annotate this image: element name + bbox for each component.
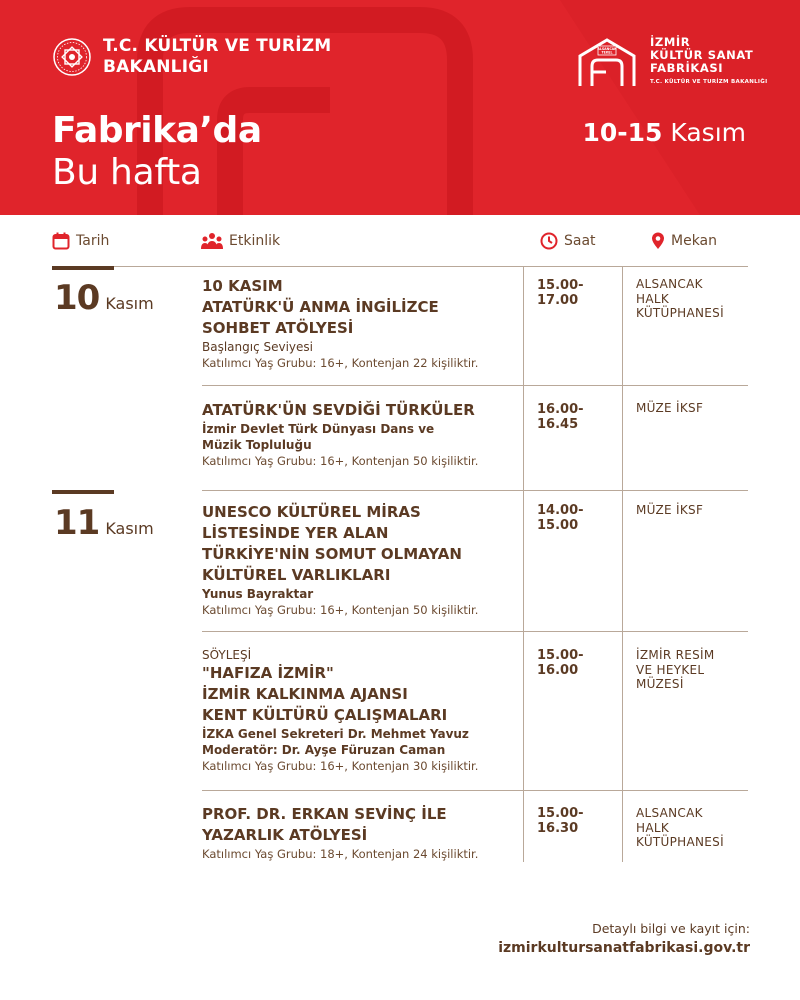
page-subtitle: Bu hafta xyxy=(52,152,202,193)
date-marker-bar xyxy=(52,266,114,270)
logo-subline: T.C. KÜLTÜR VE TURİZM BAKANLIĞI xyxy=(650,79,768,85)
row-divider xyxy=(202,490,748,491)
event-item xyxy=(202,648,522,775)
event-venue xyxy=(636,648,766,692)
event-time: 14.00-15.00 xyxy=(537,503,584,533)
venue-line: KÜTÜPHANESİ xyxy=(636,835,724,849)
column-header-date-label: Tarih xyxy=(76,233,110,249)
event-title-line: UNESCO KÜLTÜREL MİRAS xyxy=(202,503,421,521)
event-performer: Yunus Bayraktar xyxy=(202,587,314,601)
event-audience: Katılımcı Yaş Grubu: 16+, Kontenjan 30 kişiliktir. xyxy=(202,759,479,773)
venue-line: HALK xyxy=(636,820,669,835)
column-header-date xyxy=(52,232,109,250)
row-divider xyxy=(202,385,748,386)
footer-info-text: Detaylı bilgi ve kayıt için: xyxy=(592,921,750,936)
column-divider-venue xyxy=(622,266,623,862)
event-title-line: ATATÜRK'Ü ANMA İNGİLİZCE xyxy=(202,298,439,316)
people-icon xyxy=(201,232,223,250)
event-title-line: "HAFIZA İZMİR" xyxy=(202,664,334,682)
column-header-event-label: Etkinlik xyxy=(229,233,281,249)
fabrika-logo xyxy=(576,36,767,88)
event-venue xyxy=(636,806,766,850)
ministry-name-line2: BAKANLIĞI xyxy=(103,57,209,77)
day-label xyxy=(54,505,154,541)
location-pin-icon xyxy=(651,232,665,250)
event-item xyxy=(202,400,522,470)
column-header-time xyxy=(540,232,596,250)
day-number: 11 xyxy=(54,503,100,543)
calendar-icon xyxy=(52,232,70,250)
ministry-logo xyxy=(52,36,331,78)
event-title-line: 10 KASIM xyxy=(202,277,283,295)
event-title-line: PROF. DR. ERKAN SEVİNÇ İLE xyxy=(202,805,447,823)
event-item xyxy=(202,276,522,372)
day-number: 10 xyxy=(54,278,100,318)
logo-line2: KÜLTÜR SANAT xyxy=(650,48,754,62)
date-range-month: Kasım xyxy=(670,118,746,147)
venue-line: ALSANCAK xyxy=(636,806,703,820)
venue-line: MÜZESİ xyxy=(636,677,684,691)
event-venue xyxy=(636,401,766,416)
column-divider-time xyxy=(523,266,524,862)
header-banner xyxy=(0,0,800,215)
venue-line: MÜZE İKSF xyxy=(636,503,704,517)
ministry-emblem-icon xyxy=(52,37,92,77)
clock-icon xyxy=(540,232,558,250)
venue-line: VE HEYKEL xyxy=(636,662,705,677)
day-month: Kasım xyxy=(105,519,154,538)
event-audience: Katılımcı Yaş Grubu: 16+, Kontenjan 50 kişiliktir. xyxy=(202,454,479,468)
page-title: Fabrika’da xyxy=(52,110,262,151)
date-range-days: 10-15 xyxy=(582,118,663,147)
day-month: Kasım xyxy=(105,294,154,313)
logo-badge-line1: ALSANCAK xyxy=(597,47,617,51)
event-audience: Katılımcı Yaş Grubu: 16+, Kontenjan 22 kişiliktir. xyxy=(202,356,479,370)
date-range xyxy=(582,118,746,148)
row-divider xyxy=(202,631,748,632)
logo-line1: İZMİR xyxy=(650,35,691,49)
column-header-venue xyxy=(651,232,717,250)
logo-badge-line2: TEKEL xyxy=(601,50,613,55)
venue-line: MÜZE İKSF xyxy=(636,401,704,415)
event-title-line: SOHBET ATÖLYESİ xyxy=(202,319,354,337)
event-audience: Katılımcı Yaş Grubu: 16+, Kontenjan 50 kişiliktir. xyxy=(202,603,479,617)
event-performer: İZKA Genel Sekreteri Dr. Mehmet Yavuz xyxy=(202,727,469,741)
column-header-time-label: Saat xyxy=(564,233,596,249)
event-title-line: ATATÜRK'ÜN SEVDİĞİ TÜRKÜLER xyxy=(202,401,475,419)
venue-line: KÜTÜPHANESİ xyxy=(636,306,724,320)
event-title-line: LİSTESİNDE YER ALAN xyxy=(202,524,389,542)
column-header-event xyxy=(201,232,280,250)
event-title-line: İZMİR KALKINMA AJANSI xyxy=(202,685,408,703)
event-time: 15.00-16.30 xyxy=(537,806,584,836)
venue-line: HALK xyxy=(636,291,669,306)
event-performer: İzmir Devlet Türk Dünyası Dans ve xyxy=(202,422,435,436)
event-performer: Moderatör: Dr. Ayşe Füruzan Caman xyxy=(202,743,446,757)
event-title-line: YAZARLIK ATÖLYESİ xyxy=(202,826,368,844)
event-item xyxy=(202,502,522,619)
event-subtitle: Başlangıç Seviyesi xyxy=(202,340,313,354)
event-time: 15.00-17.00 xyxy=(537,278,584,308)
event-time: 16.00-16.45 xyxy=(537,402,584,432)
header-divider xyxy=(52,266,748,267)
logo-line3: FABRİKASI xyxy=(650,61,724,75)
date-marker-bar xyxy=(52,490,114,494)
event-audience: Katılımcı Yaş Grubu: 18+, Kontenjan 24 kişiliktir. xyxy=(202,847,479,861)
event-type: SÖYLEŞİ xyxy=(202,648,252,662)
event-item xyxy=(202,804,522,863)
event-venue xyxy=(636,503,766,518)
event-title-line: KENT KÜLTÜRÜ ÇALIŞMALARI xyxy=(202,706,448,724)
footer-website-link[interactable]: izmirkultursanatfabrikasi.gov.tr xyxy=(498,940,750,956)
fabrika-building-icon xyxy=(576,36,638,88)
event-title-line: KÜLTÜREL VARLIKLARI xyxy=(202,566,391,584)
ministry-name-line1: T.C. KÜLTÜR VE TURİZM xyxy=(103,36,332,56)
event-time: 15.00-16.00 xyxy=(537,648,584,678)
venue-line: ALSANCAK xyxy=(636,277,703,291)
venue-line: İZMİR RESİM xyxy=(636,648,715,662)
event-title-line: TÜRKİYE'NİN SOMUT OLMAYAN xyxy=(202,545,462,563)
row-divider xyxy=(202,790,748,791)
event-venue xyxy=(636,277,766,321)
column-header-venue-label: Mekan xyxy=(671,233,718,249)
day-label xyxy=(54,280,154,316)
event-performer: Müzik Topluluğu xyxy=(202,438,312,452)
